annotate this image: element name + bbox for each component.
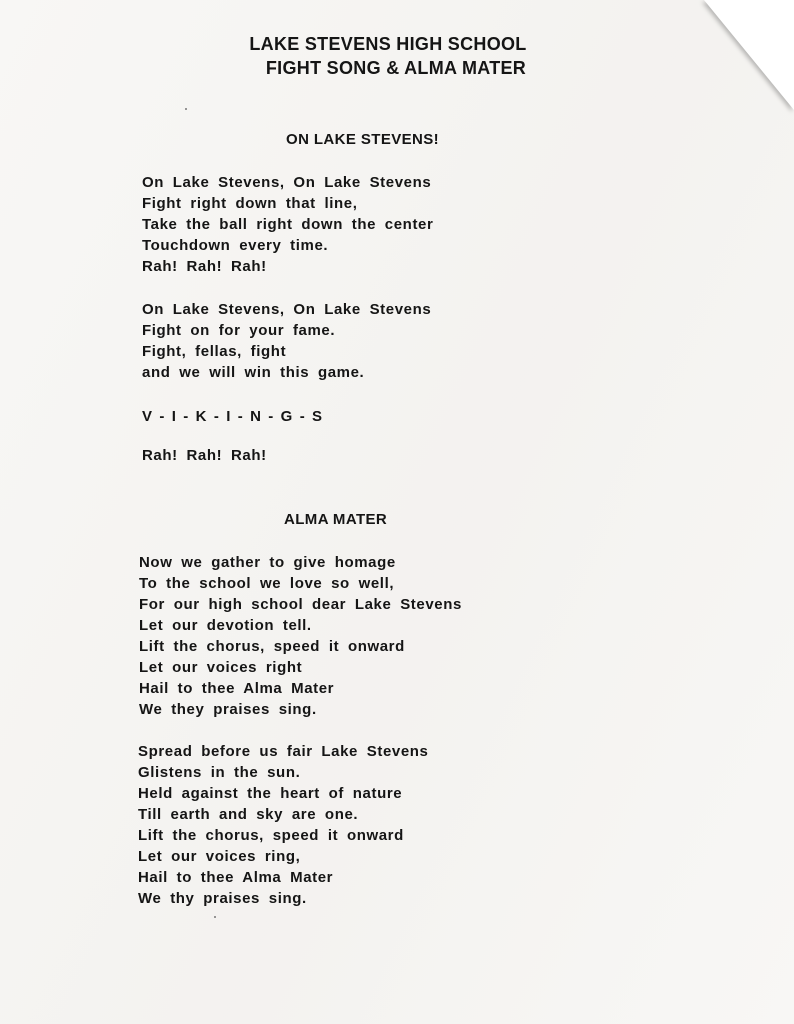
- lyric-line: Now we gather to give homage: [139, 554, 396, 571]
- fight-song-stanza-2: [142, 299, 431, 383]
- lyric-line: Fight on for your fame.: [142, 322, 336, 339]
- lyric-line: Glistens in the sun.: [138, 764, 301, 781]
- fight-song-cheer: Rah! Rah! Rah!: [142, 447, 267, 464]
- lyric-line: Lift the chorus, speed it onward: [139, 638, 405, 655]
- header-subtitle: FIGHT SONG & ALMA MATER: [265, 58, 527, 78]
- vikings-spelling: V - I - K - I - N - G - S: [142, 408, 323, 425]
- lyric-line: We they praises sing.: [139, 701, 317, 718]
- document-header: [0, 32, 794, 80]
- lyric-line: Let our voices ring,: [138, 848, 301, 865]
- lyric-line: Let our devotion tell.: [139, 617, 312, 634]
- lyric-line: For our high school dear Lake Stevens: [139, 596, 462, 613]
- lyric-line: Fight, fellas, fight: [142, 343, 287, 360]
- alma-mater-title: ALMA MATER: [284, 511, 388, 528]
- lyric-line: Till earth and sky are one.: [138, 806, 359, 823]
- lyric-line: Hail to thee Alma Mater: [138, 869, 334, 886]
- lyric-line: Take the ball right down the center: [142, 216, 434, 233]
- lyric-line: Hail to thee Alma Mater: [139, 680, 335, 697]
- header-school-name: LAKE STEVENS HIGH SCHOOL: [249, 34, 527, 54]
- paper-speck: [185, 108, 187, 110]
- paper-speck: [214, 916, 216, 918]
- lyric-line: On Lake Stevens, On Lake Stevens: [142, 301, 432, 318]
- lyric-line: Touchdown every time.: [142, 237, 329, 254]
- lyric-line: and we will win this game.: [142, 364, 365, 381]
- lyric-line: Held against the heart of nature: [138, 785, 403, 802]
- fight-song-stanza-1: [142, 172, 433, 277]
- lyric-line: On Lake Stevens, On Lake Stevens: [142, 174, 432, 191]
- lyric-line: We thy praises sing.: [138, 890, 307, 907]
- lyric-line: Spread before us fair Lake Stevens: [138, 743, 429, 760]
- lyric-line: Let our voices right: [139, 659, 303, 676]
- lyric-line: Rah! Rah! Rah!: [142, 258, 267, 275]
- lyric-line: Lift the chorus, speed it onward: [138, 827, 404, 844]
- lyric-line: To the school we love so well,: [139, 575, 395, 592]
- fight-song-title: ON LAKE STEVENS!: [286, 131, 440, 148]
- alma-mater-stanza-2: [138, 741, 429, 909]
- lyric-line: Fight right down that line,: [142, 195, 358, 212]
- alma-mater-stanza-1: [139, 552, 462, 720]
